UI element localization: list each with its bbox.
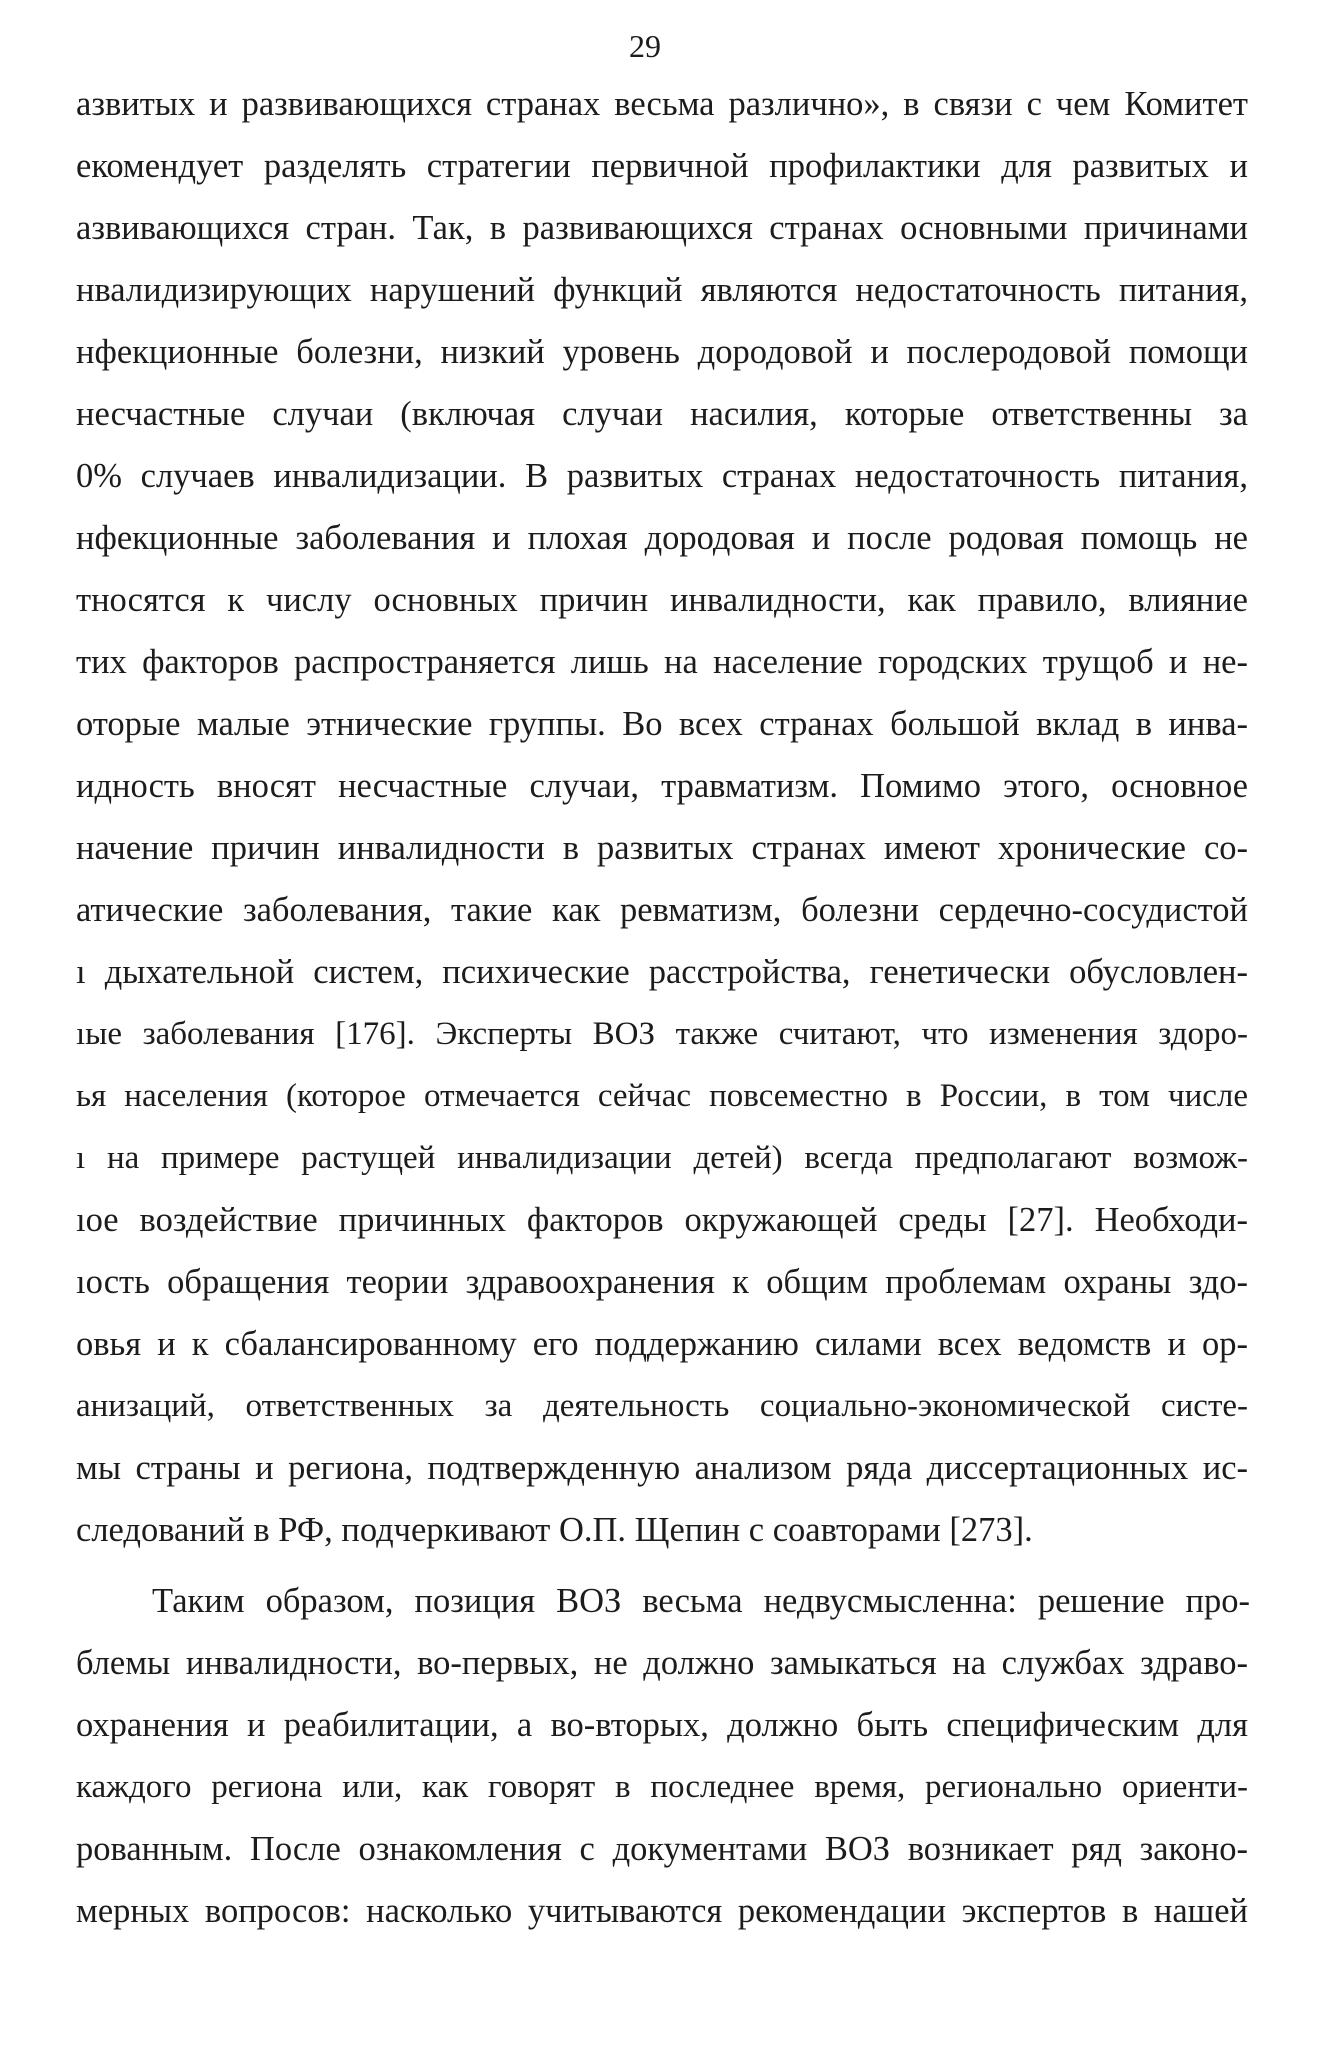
line-text: анизаций, ответственных за деятельность социально-экономической систе-	[76, 1388, 1248, 1424]
line-text: тносятся к числу основных причин инвалидности, как правило, влияние	[76, 581, 1248, 619]
text-line	[0, 1880, 1332, 1942]
text-line	[0, 1003, 1332, 1065]
text-line	[0, 445, 1332, 507]
text-line	[0, 1437, 1332, 1499]
line-text: блемы инвалидности, во-первых, не должно замыкаться на службах здраво-	[76, 1644, 1248, 1682]
line-text: мы страны и региона, подтвержденную анализом ряда диссертационных ис-	[76, 1449, 1248, 1487]
line-text: ıые заболевания [176]. Эксперты ВОЗ также считают, что изменения здоро-	[76, 1016, 1248, 1052]
text-line	[0, 1756, 1332, 1818]
text-line	[0, 569, 1332, 631]
text-line	[0, 1127, 1332, 1189]
line-text: начение причин инвалидности в развитых странах имеют хронические со-	[76, 829, 1248, 867]
text-line	[0, 383, 1332, 445]
text-line	[0, 1818, 1332, 1880]
line-text: азвивающихся стран. Так, в развивающихся странах основными причинами	[76, 209, 1248, 247]
line-text: ı на примере растущей инвалидизации детей) всегда предполагают возмож-	[76, 1140, 1248, 1176]
line-text: охранения и реабилитации, а во-вторых, должно быть специфическим для	[76, 1706, 1248, 1744]
text-line	[0, 507, 1332, 569]
line-text: азвитых и развивающихся странах весьма различно», в связи с чем Комитет	[76, 85, 1248, 123]
line-text: ıое воздействие причинных факторов окружающей среды [27]. Необходи-	[76, 1201, 1248, 1239]
text-line	[0, 755, 1332, 817]
text-line	[0, 1499, 1332, 1561]
line-text: идность вносят несчастные случаи, травматизм. Помимо этого, основное	[76, 767, 1248, 805]
text-line	[0, 1694, 1332, 1756]
line-text: атические заболевания, такие как ревматизм, болезни сердечно-сосудистой	[76, 891, 1248, 929]
line-text: мерных вопросов: насколько учитываются рекомендации экспертов в нашей	[76, 1892, 1248, 1930]
line-text: нвалидизирующих нарушений функций являются недостаточность питания,	[76, 271, 1248, 309]
text-line	[0, 1065, 1332, 1127]
text-line	[0, 321, 1332, 383]
text-line	[0, 259, 1332, 321]
text-line	[0, 1375, 1332, 1437]
paragraph-1	[0, 73, 1332, 1561]
text-line	[0, 1313, 1332, 1375]
text-line	[0, 135, 1332, 197]
line-text: следований в РФ, подчеркивают О.П. Щепин с соавторами [273].	[76, 1511, 1033, 1549]
line-text: несчастные случаи (включая случаи насилия, которые ответственны за	[76, 395, 1248, 433]
line-text: ı дыхательной систем, психические расстройства, генетически обусловлен-	[76, 953, 1248, 991]
text-line	[0, 1570, 1332, 1632]
line-text: рованным. После ознакомления с документами ВОЗ возникает ряд законо-	[76, 1830, 1248, 1868]
text-line	[0, 941, 1332, 1003]
line-text: Таким образом, позиция ВОЗ весьма недвусмысленна: решение про-	[152, 1582, 1250, 1620]
text-line	[0, 631, 1332, 693]
text-line	[0, 1189, 1332, 1251]
line-text: нфекционные заболевания и плохая дородовая и после родовая помощь не	[76, 519, 1248, 557]
text-line	[0, 73, 1332, 135]
page-number: 29	[629, 28, 661, 64]
line-text: нфекционные болезни, низкий уровень дородовой и послеродовой помощи	[76, 333, 1248, 371]
line-text: екомендует разделять стратегии первичной профилактики для развитых и	[76, 147, 1248, 185]
line-text: овья и к сбалансированному его поддержанию силами всех ведомств и ор-	[76, 1325, 1248, 1363]
line-text: каждого региона или, как говорят в последнее время, регионально ориенти-	[76, 1769, 1248, 1805]
text-line	[0, 693, 1332, 755]
text-line	[0, 1251, 1332, 1313]
text-line	[0, 1632, 1332, 1694]
text-line	[0, 817, 1332, 879]
paragraph-2	[0, 1570, 1332, 1942]
line-text: 0% случаев инвалидизации. В развитых странах недостаточность питания,	[76, 457, 1248, 495]
line-text: оторые малые этнические группы. Во всех странах большой вклад в инва-	[76, 705, 1248, 743]
text-line	[0, 879, 1332, 941]
text-line	[0, 197, 1332, 259]
line-text: тих факторов распространяется лишь на население городских трущоб и не-	[76, 643, 1248, 681]
line-text: ıость обращения теории здравоохранения к общим проблемам охраны здо-	[76, 1263, 1248, 1301]
line-text: ья населения (которое отмечается сейчас повсеместно в России, в том числе	[76, 1078, 1248, 1114]
